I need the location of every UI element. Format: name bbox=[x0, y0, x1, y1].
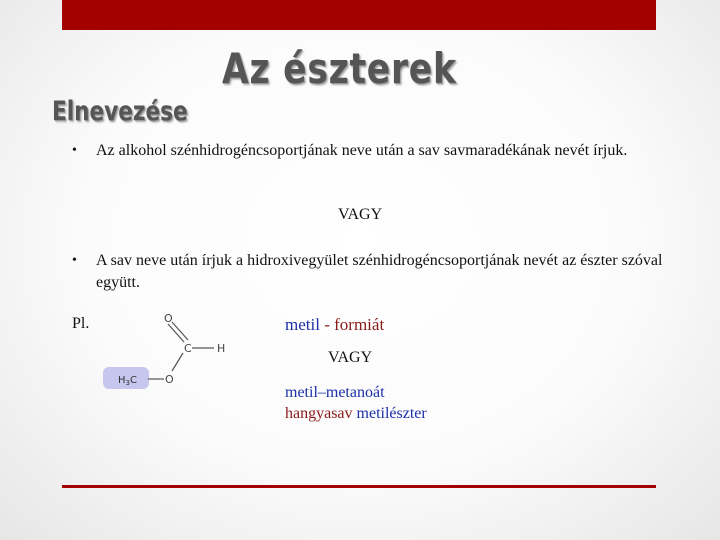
atom-o-top: O bbox=[164, 312, 173, 325]
bullet-item-1 bbox=[72, 140, 672, 162]
bottom-divider bbox=[62, 485, 656, 488]
bullet-symbol: • bbox=[72, 143, 77, 158]
name-option-2: metil–metanoát bbox=[285, 384, 385, 401]
or-separator: VAGY bbox=[338, 206, 383, 223]
atom-h: H bbox=[217, 342, 226, 355]
example-label: Pl. bbox=[72, 315, 90, 332]
bullet-text-1: Az alkohol szénhidrogéncsoportjának neve után a sav savmaradékának nevét írjuk. bbox=[96, 142, 628, 159]
name1-separator: - bbox=[319, 315, 335, 334]
name-option-3 bbox=[285, 405, 427, 423]
bullet-text-2: A sav neve után írjuk a hidroxivegyület szénhidrogéncsoportjának nevét az észter szóval együtt. bbox=[96, 252, 663, 291]
bullet-item-2 bbox=[72, 250, 672, 294]
slide-title: Az észterek bbox=[222, 44, 457, 93]
name1-alkyl: metil bbox=[285, 315, 320, 334]
name3-ester: metilészter bbox=[352, 405, 427, 422]
atom-o-bottom: O bbox=[165, 373, 174, 386]
methyl-group: $H_3C$ bbox=[118, 375, 137, 387]
atom-c: C bbox=[184, 342, 192, 355]
name-option-1 bbox=[285, 315, 384, 335]
name1-acid: formiát bbox=[334, 315, 385, 334]
c-o-bond bbox=[172, 353, 183, 371]
bullet-symbol: • bbox=[72, 253, 77, 268]
top-accent-bar bbox=[62, 0, 656, 30]
name3-acid: hangyasav bbox=[285, 405, 353, 422]
slide-subtitle: Elnevezése bbox=[52, 96, 188, 127]
ester-structure-diagram bbox=[100, 305, 240, 395]
or-separator-2: VAGY bbox=[328, 349, 373, 366]
